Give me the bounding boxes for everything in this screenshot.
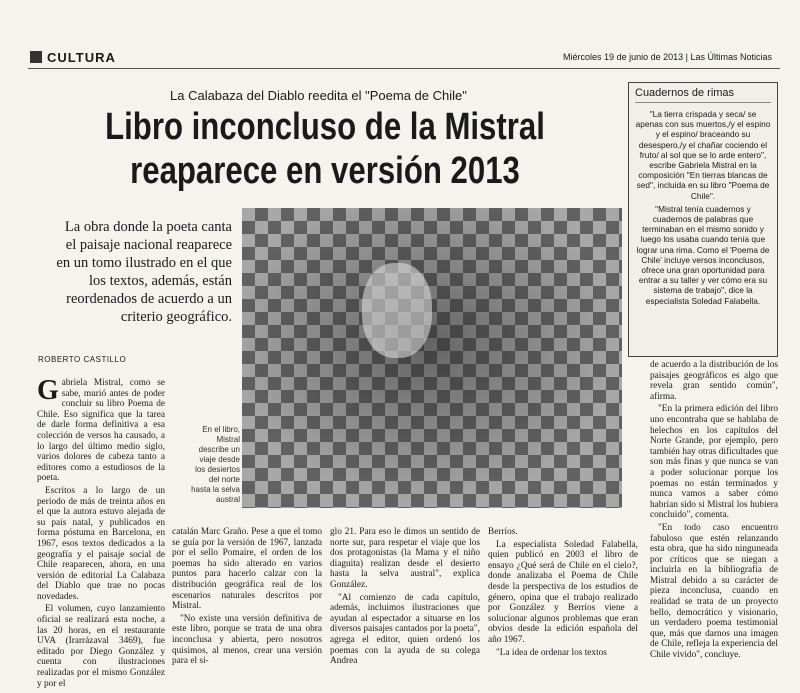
paragraph: catalán Marc Graño. Pese a que el tomo se guía por la versión de 1967, lanzada por el sello Pomaire, el orden de los poemas ha sido alterado en varios puntos para hacerlo calzar con la distribución geográfica real de los escenarios naturales descritos por Mistral.	[172, 527, 322, 612]
paragraph-text: abriela Mistral, como se sabe, murió antes de poder concluir su libro Poema de Chile. Eso significa que la tarea de darle forma definitiva a esa colección de versos ha causado, a lo largo del último medio siglo, varios dolores de cabeza tanto a editores como a estudiosos de la poeta.	[37, 378, 165, 484]
paragraph: de acuerdo a la distribución de los paisajes geográficos es algo que revela gran sentido común", afirma.	[650, 360, 778, 402]
article-column-4	[488, 527, 638, 690]
article-photo	[242, 208, 622, 508]
paragraph: Berríos.	[488, 527, 518, 537]
drop-cap: G	[37, 378, 59, 406]
byline: ROBERTO CASTILLO	[38, 355, 127, 364]
section-name: CULTURA	[47, 50, 116, 65]
deck: La obra donde la poeta canta el paisaje nacional reaparece en un tomo ilustrado en el que los textos, además, están reordenados de acuerdo a un criterio geográfico.	[56, 219, 232, 325]
paragraph: "La idea de ordenar los textos	[496, 647, 607, 658]
headline-line-1: Libro inconcluso de la Mistral	[105, 106, 545, 148]
paragraph	[37, 378, 165, 484]
headline-line-2: reaparece en versión 2013	[130, 150, 520, 192]
sidebar-paragraph: "Mistral tenía cuadernos y cuadernos de palabras que terminaban en el mismo sonido y luego los usaba cuando tenía que lograr una rima. Como el 'Poema de Chile' incluye versos inconclusos, ofrece una gran oportunidad para entrar a su taller y ver cómo era su sistema de trabajo", dice la especialista Soledad Falabella.	[636, 203, 770, 306]
paragraph: El volumen, cuyo lanzamiento oficial se realizará esta noche, a las 20 horas, en el restaurante UVA (Irarrázaval 3469), fue editado por Diego González y cuenta con ilustraciones realizadas por el mismo González y por el	[37, 604, 165, 689]
headline	[91, 105, 558, 193]
paragraph: glo 21. Para eso le dimos un sentido de norte sur, para respetar el viaje que los dos protagonistas (la Mama y el niño diaguita) realizan desde el desierto hasta la selva austral", explica González.	[330, 527, 480, 590]
article-column-3	[330, 527, 480, 690]
sidebar-text	[635, 109, 771, 306]
photo-caption: En el libro, Mistral describe un viaje desde los desiertos del norte hasta la selva austral	[191, 425, 240, 504]
article-column-1	[37, 378, 165, 690]
paragraph: "En todo caso encuentro fabuloso que estén relanzando esta obra, que ha sido ninguneada por críticos que se niegan a incluirla en la bibliografía de Mistral debido a su carácter de pieza inconclusa, cuando en realidad se trata de un proyecto bello, democrático y visionario, un verdadero poema testimonial que, más que darnos una imagen de Chile, refleja la experiencia del Chile vivido", concluye.	[650, 522, 778, 661]
section-label	[30, 50, 116, 65]
sidebar-paragraph: "La tierra crispada y seca/ se apenas con sus muertos,/y el espino y el espino/ braceando su desespero,/y el chañar cociendo el fruto/ al sol que se lo arde entero", escribe Gabriela Mistral en la composición "En tierras blancas de sed", incluida en su libro "Poema de Chile".	[635, 109, 771, 201]
paragraph: Escritos a lo largo de un período de más de treinta años en el que la autora estuvo alejada de su país natal, y publicados en forma póstuma en Barcelona, en 1967, esos textos dedicados a la geografía y el paisaje social de Chile reaparecen, ahora, en una versión de editorial La Calabaza del Diablo que trae no pocas novedades.	[37, 485, 165, 602]
paragraph: La especialista Soledad Falabella, quien publicó en 2003 el libro de ensayo ¿Qué será de Chile en el cielo?, donde analizaba el Poema de Chile desde la perspectiva de los estudios de género, opina que el trabajo realizado por González y Berríos viene a solucionar algunos problemas que eran obvios desde la edición española del año 1967.	[488, 539, 638, 645]
kicker: La Calabaza del Diablo reedita el "Poema de Chile"	[170, 88, 467, 103]
article-column-5	[650, 360, 778, 690]
paragraph: "No existe una versión definitiva de este libro, porque se trata de una obra inconclusa y abierta, pero nosotros quisimos, al menos, crear una versión para el si-	[172, 613, 322, 667]
section-marker-icon	[30, 51, 42, 63]
sidebar-title: Cuadernos de rimas	[635, 87, 771, 103]
sidebar-box	[628, 82, 778, 357]
portrait-figure	[362, 263, 432, 358]
dateline: Miércoles 19 de junio de 2013 | Las Últimas Noticias	[563, 52, 772, 62]
photo-shading	[242, 208, 622, 508]
article-column-2	[172, 527, 322, 690]
paragraph: "Al comienzo de cada capítulo, además, incluimos ilustraciones que ayudan al espectador a situarse en los diversos paisajes cantados por la poeta", agrega el editor, quien ordenó los poemas con la ayuda de su colega Andrea	[330, 592, 480, 667]
paragraph: "En la primera edición del libro uno encontraba que se hablaba de helechos en los capítulos del Norte Grande, por ejemplo, pero también hay otras dificultades que son más finas y que nunca se van a poder solucionar porque los poemas no están terminados y nunca vamos a saber cómo habrían sido si Mistral los hubiera concluido", comenta.	[650, 404, 778, 521]
